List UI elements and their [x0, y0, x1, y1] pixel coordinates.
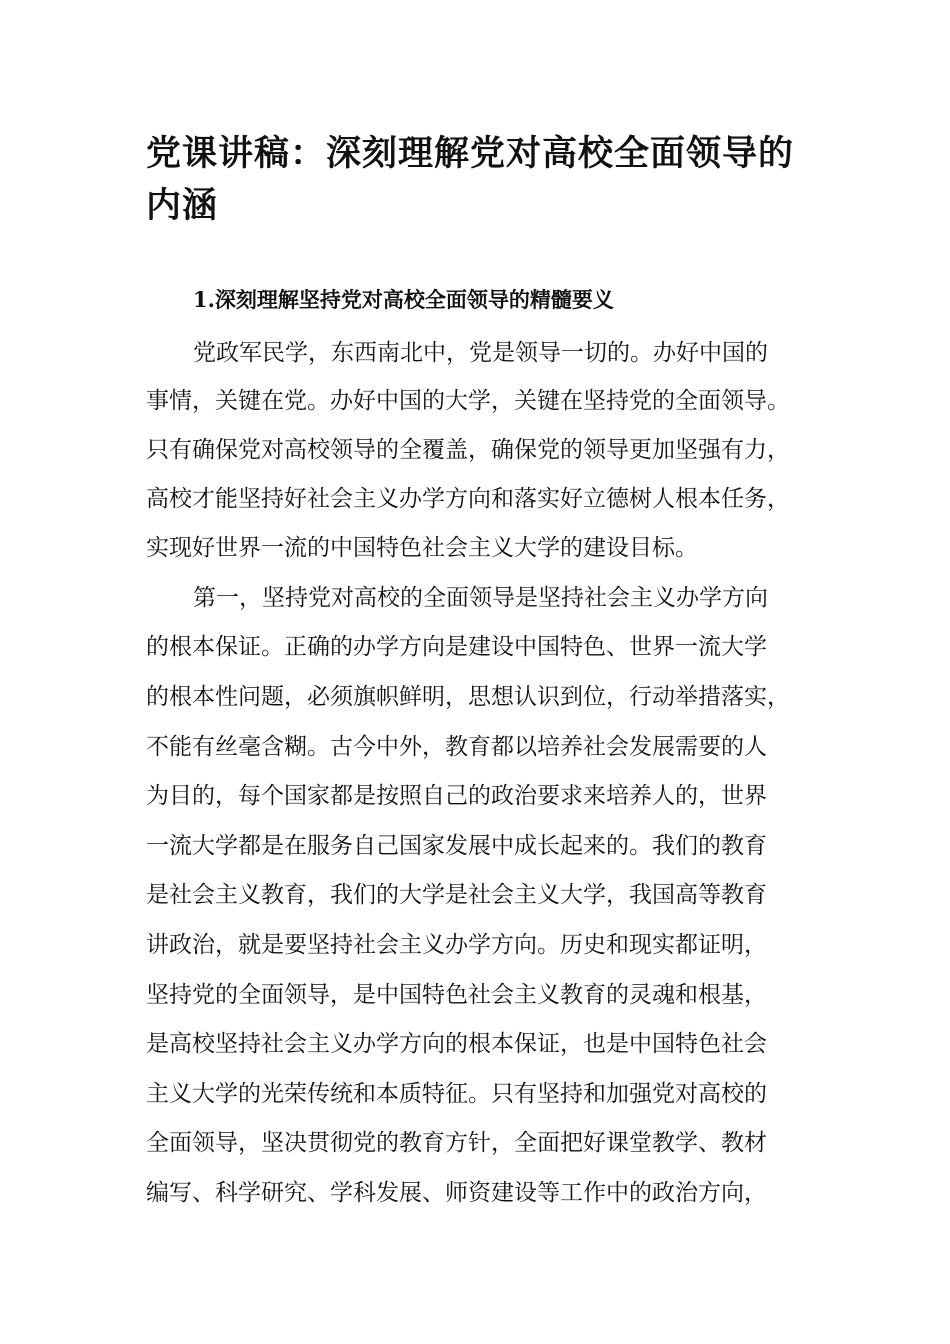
paragraph-line: 党政军民学，东西南北中，党是领导一切的。办好中国的 [193, 340, 768, 366]
paragraph-line: 是社会主义教育，我们的大学是社会主义大学，我国高等教育 [146, 882, 767, 908]
paragraph-line: 编写、科学研究、学科发展、师资建设等工作中的政治方向， [146, 1180, 767, 1206]
paragraph-line: 为目的，每个国家都是按照自己的政治要求来培养人的，世界 [146, 783, 767, 809]
paragraph-line: 不能有丝毫含糊。古今中外，教育都以培养社会发展需要的人 [146, 734, 767, 760]
paragraph-line: 全面领导，坚决贯彻党的教育方针，全面把好课堂教学、教材 [146, 1130, 767, 1156]
paragraph-line: 主义大学的光荣传统和本质特征。只有坚持和加强党对高校的 [146, 1081, 767, 1107]
title-line-2: 内涵 [146, 185, 219, 226]
paragraph-line: 的根本保证。正确的办学方向是建设中国特色、世界一流大学 [146, 634, 767, 660]
paragraph-line: 一流大学都是在服务自己国家发展中成长起来的。我们的教育 [146, 833, 767, 859]
paragraph-line: 讲政治，就是要坚持社会主义办学方向。历史和现实都证明， [146, 932, 767, 958]
document-title [146, 128, 826, 232]
title-line-1: 党课讲稿：深刻理解党对高校全面领导的 [146, 133, 795, 174]
paragraph-line: 是高校坚持社会主义办学方向的根本保证，也是中国特色社会 [146, 1031, 767, 1057]
paragraph-line: 高校才能坚持好社会主义办学方向和落实好立德树人根本任务， [146, 486, 790, 512]
paragraph-line: 事情，关键在党。办好中国的大学，关键在坚持党的全面领导。 [146, 388, 790, 414]
paragraph-line: 坚持党的全面领导，是中国特色社会主义教育的灵魂和根基， [146, 982, 767, 1008]
paragraph-line: 只有确保党对高校领导的全覆盖，确保党的领导更加坚强有力， [146, 437, 790, 463]
section-heading: 1.深刻理解坚持党对高校全面领导的精髓要义 [193, 287, 614, 312]
paragraph-line: 第一，坚持党对高校的全面领导是坚持社会主义办学方向 [193, 585, 768, 611]
paragraph-line: 实现好世界一流的中国特色社会主义大学的建设目标。 [146, 535, 698, 561]
paragraph-line: 的根本性问题，必须旗帜鲜明，思想认识到位，行动举措落实， [146, 684, 790, 710]
